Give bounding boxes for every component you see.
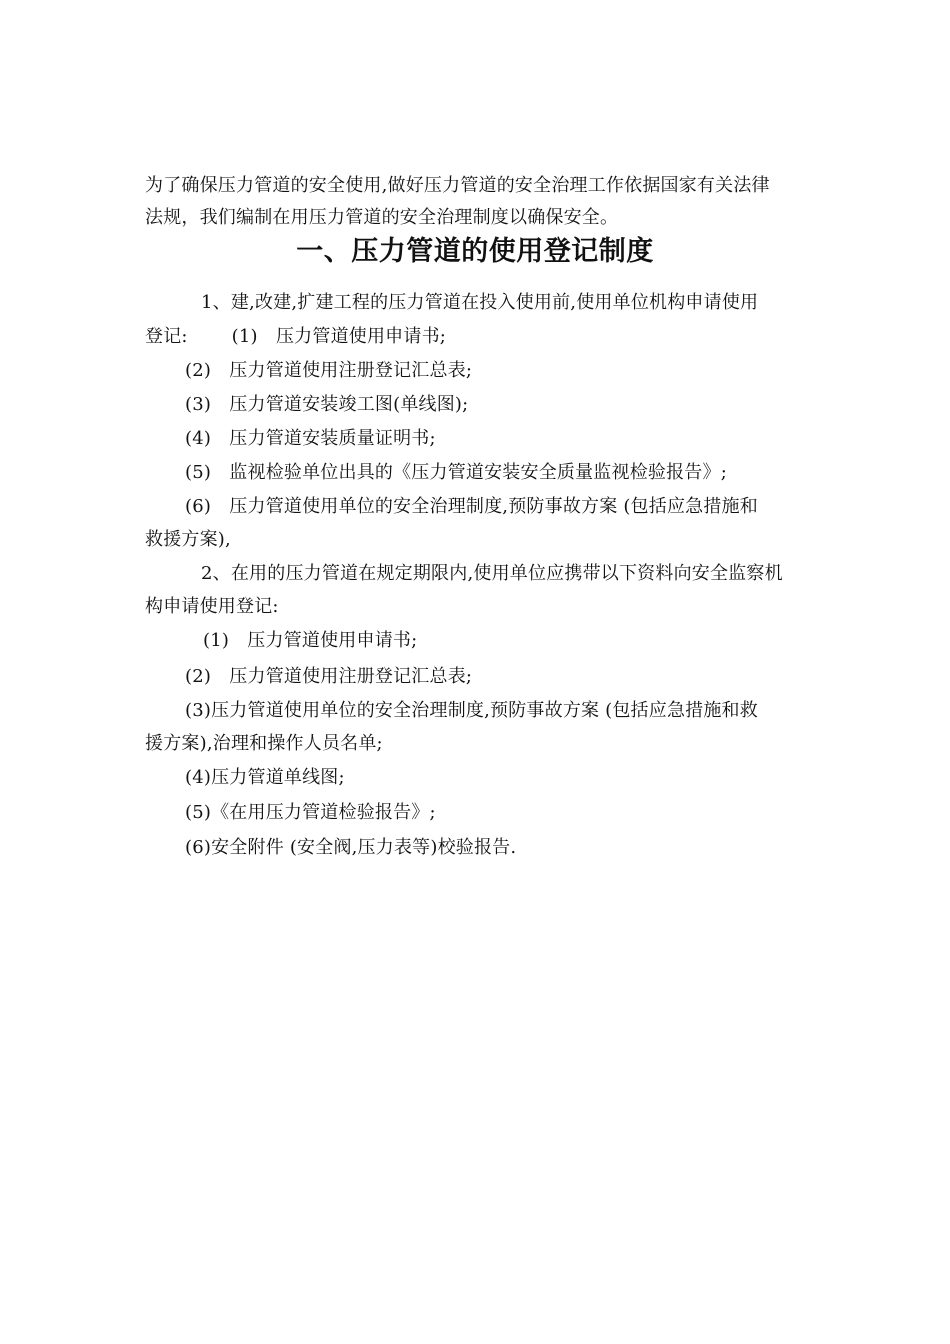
part2-lead-line-2: 构申请使用登记: <box>145 596 279 617</box>
part1-item-4: (4) 压力管道安装质量证明书; <box>185 428 436 449</box>
part2-item-3-line-1: (3)压力管道使用单位的安全治理制度,预防事故方案 (包括应急措施和救 <box>185 700 758 721</box>
part2-item-2: (2) 压力管道使用注册登记汇总表; <box>185 666 473 687</box>
intro-line-1: 为了确保压力管道的安全使用,做好压力管道的安全治理工作依据国家有关法律 <box>145 175 770 196</box>
part2-item-6: (6)安全附件 (安全阀,压力表等)校验报告. <box>185 837 517 858</box>
part1-item-5: (5) 监视检验单位出具的《压力管道安装安全质量监视检验报告》; <box>185 462 727 483</box>
part2-item-4: (4)压力管道单线图; <box>185 767 345 788</box>
part1-lead-line-2 <box>145 324 446 350</box>
part1-item-6-line-1: (6) 压力管道使用单位的安全治理制度,预防事故方案 (包括应急措施和 <box>185 496 758 517</box>
part2-lead-line-1: 2、在用的压力管道在规定期限内,使用单位应携带以下资料向安全监察机 <box>201 563 783 584</box>
part1-lead-prefix: 登记: <box>145 326 188 347</box>
part1-item-1: (1) 压力管道使用申请书; <box>231 326 447 347</box>
intro-line-2: 法规，我们编制在用压力管道的安全治理制度以确保安全。 <box>145 207 619 228</box>
part1-lead-line-1: 1、建,改建,扩建工程的压力管道在投入使用前,使用单位机构申请使用 <box>201 292 759 313</box>
part1-item-6-line-2: 救援方案), <box>145 529 231 550</box>
part2-item-3-line-2: 援方案),治理和操作人员名单; <box>145 733 383 754</box>
section-title: 一、压力管道的使用登记制度 <box>296 236 654 267</box>
part1-item-3: (3) 压力管道安装竣工图(单线图); <box>185 394 469 415</box>
part1-item-2: (2) 压力管道使用注册登记汇总表; <box>185 360 473 381</box>
part2-item-5: (5)《在用压力管道检验报告》; <box>185 802 436 823</box>
part2-item-1: (1) 压力管道使用申请书; <box>203 630 418 651</box>
